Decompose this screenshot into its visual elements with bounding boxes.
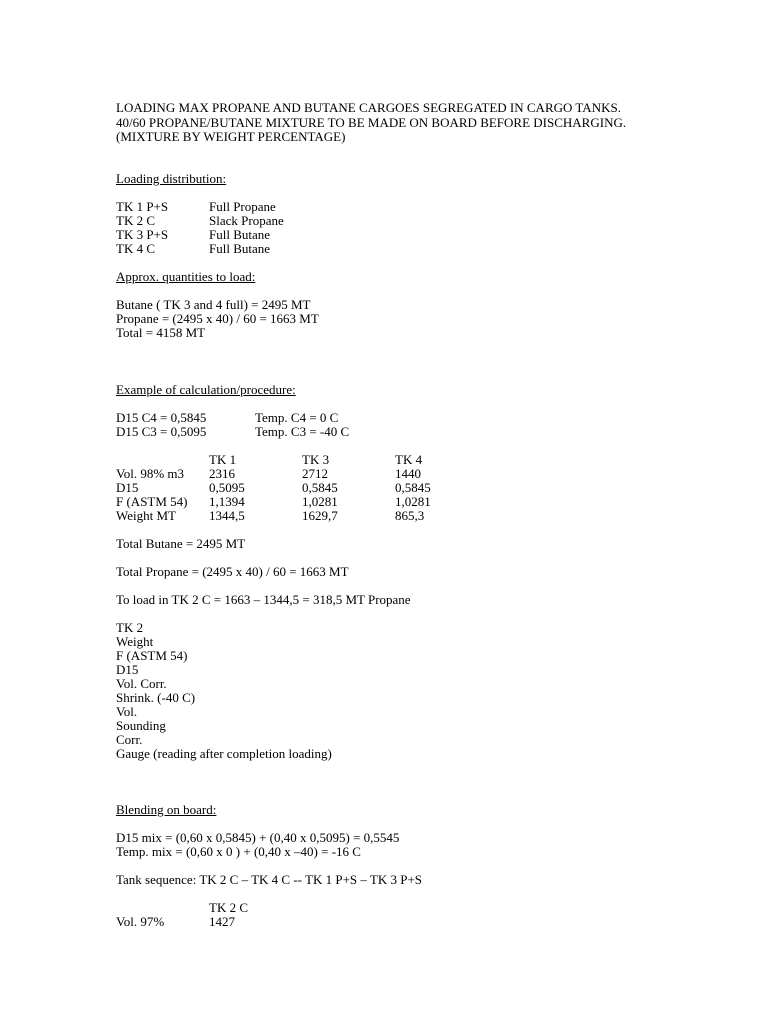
distribution-row xyxy=(116,241,271,256)
calc-cell: 2712 xyxy=(302,466,328,481)
distribution-status: Slack Propane xyxy=(209,213,284,228)
calc-cell: 0,5845 xyxy=(395,480,431,495)
quantities-total: Total = 4158 MT xyxy=(116,325,206,340)
blend-row-label: Vol. 97% xyxy=(116,914,165,929)
distribution-status: Full Propane xyxy=(209,199,276,214)
distribution-tank: TK 3 P+S xyxy=(116,227,169,242)
total-butane: Total Butane = 2495 MT xyxy=(116,536,246,551)
calc-cell: 1344,5 xyxy=(209,508,245,523)
distribution-status: Full Butane xyxy=(209,241,271,256)
to-load-tk2: To load in TK 2 C = 1663 – 1344,5 = 318,5 MT Propane xyxy=(116,592,411,607)
d15-c4: D15 C4 = 0,5845 xyxy=(116,410,207,425)
heading-line-2: 40/60 PROPANE/BUTANE MIXTURE TO BE MADE ON BOARD BEFORE DISCHARGING. xyxy=(116,115,627,130)
quantities-propane: Propane = (2495 x 40) / 60 = 1663 MT xyxy=(116,311,319,326)
calc-cell: 1,0281 xyxy=(395,494,431,509)
calc-cell: 0,5845 xyxy=(302,480,338,495)
temp-c4: Temp. C4 = 0 C xyxy=(255,410,339,425)
blending-title: Blending on board: xyxy=(116,802,217,817)
d15-c3-line xyxy=(116,424,350,439)
quantities-butane: Butane ( TK 3 and 4 full) = 2495 MT xyxy=(116,297,311,312)
calc-header-cell: TK 4 xyxy=(395,452,423,467)
calc-cell: 1629,7 xyxy=(302,508,338,523)
blend-table-row xyxy=(116,914,235,929)
calc-row-label: Weight MT xyxy=(116,508,176,523)
distribution-row xyxy=(116,227,271,242)
tk2-list-item: Shrink. (-40 C) xyxy=(116,690,196,705)
calc-table-row xyxy=(116,494,431,509)
blend-header-cell: TK 2 C xyxy=(209,900,248,915)
calc-cell: 1,0281 xyxy=(302,494,338,509)
quantities-title: Approx. quantities to load: xyxy=(116,269,256,284)
calc-row-label: Vol. 98% m3 xyxy=(116,466,185,481)
temp-mix: Temp. mix = (0,60 x 0 ) + (0,40 x –40) = -16 C xyxy=(116,844,361,859)
distribution-tank: TK 2 C xyxy=(116,213,155,228)
distribution-row xyxy=(116,213,284,228)
loading-distribution-title: Loading distribution: xyxy=(116,171,227,186)
calc-table-row xyxy=(116,466,421,481)
calc-cell: 1440 xyxy=(395,466,421,481)
tk2-list-item: F (ASTM 54) xyxy=(116,648,188,663)
distribution-status: Full Butane xyxy=(209,227,271,242)
tk2-list-item: D15 xyxy=(116,662,139,677)
d15-c4-line xyxy=(116,410,339,425)
tk2-list-item: Gauge (reading after completion loading) xyxy=(116,746,332,761)
distribution-row xyxy=(116,199,276,214)
calc-cell: 865,3 xyxy=(395,508,425,523)
calc-row-label: D15 xyxy=(116,480,139,495)
heading-line-1: LOADING MAX PROPANE AND BUTANE CARGOES SEGREGATED IN CARGO TANKS. xyxy=(116,100,621,115)
d15-c3: D15 C3 = 0,5095 xyxy=(116,424,207,439)
blend-cell: 1427 xyxy=(209,914,235,929)
tk2-list-item: Sounding xyxy=(116,718,166,733)
calc-cell: 0,5095 xyxy=(209,480,245,495)
distribution-tank: TK 1 P+S xyxy=(116,199,169,214)
tk2-list-item: TK 2 xyxy=(116,620,144,635)
calc-row-label: F (ASTM 54) xyxy=(116,494,188,509)
example-title: Example of calculation/procedure: xyxy=(116,382,296,397)
tk2-list-item: Corr. xyxy=(116,732,143,747)
tank-sequence: Tank sequence: TK 2 C – TK 4 C -- TK 1 P+S – TK 3 P+S xyxy=(116,872,423,887)
total-propane: Total Propane = (2495 x 40) / 60 = 1663 MT xyxy=(116,564,349,579)
calc-cell: 2316 xyxy=(209,466,235,481)
calc-table-row xyxy=(116,480,431,495)
temp-c3: Temp. C3 = -40 C xyxy=(255,424,350,439)
distribution-tank: TK 4 C xyxy=(116,241,155,256)
tk2-list-item: Vol. xyxy=(116,704,138,719)
calc-header-cell: TK 3 xyxy=(302,452,330,467)
calc-cell: 1,1394 xyxy=(209,494,245,509)
tk2-list-item: Vol. Corr. xyxy=(116,676,167,691)
d15-mix: D15 mix = (0,60 x 0,5845) + (0,40 x 0,5095) = 0,5545 xyxy=(116,830,400,845)
calc-header-cell: TK 1 xyxy=(209,452,237,467)
heading-line-3: (MIXTURE BY WEIGHT PERCENTAGE) xyxy=(116,129,346,144)
tk2-list-item: Weight xyxy=(116,634,154,649)
calc-table-row xyxy=(116,508,425,523)
